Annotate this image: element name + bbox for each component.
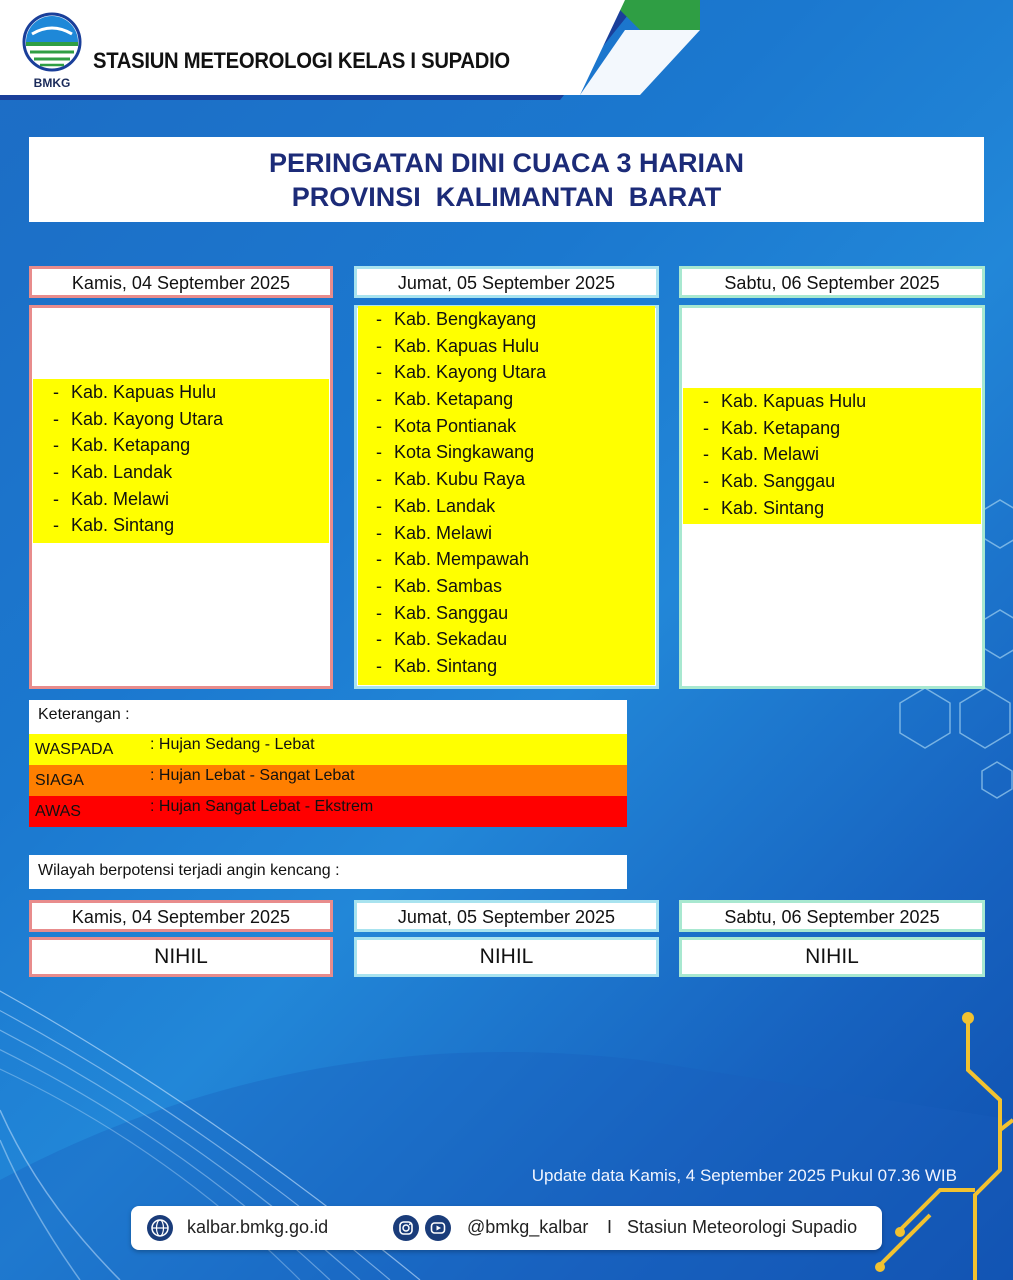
page-title	[29, 137, 984, 222]
title-line-2: PROVINSI KALIMANTAN BARAT	[291, 182, 722, 212]
list-item: - Kab. Landak	[53, 462, 173, 483]
footer-separator: I	[607, 1217, 613, 1237]
list-item: - Kab. Melawi	[703, 444, 820, 465]
list-item: - Kota Pontianak	[376, 415, 517, 436]
bmkg-logo	[20, 12, 84, 90]
list-item: - Kab. Sekadau	[376, 629, 508, 650]
waspada-list-day-1	[33, 379, 329, 543]
footer-bar	[131, 1206, 882, 1250]
day-header-1: Kamis, 04 September 2025	[29, 266, 333, 298]
website-link[interactable]: kalbar.bmkg.go.id	[187, 1217, 329, 1237]
list-item: - Kab. Kayong Utara	[53, 408, 224, 429]
legend-row-awas	[29, 796, 627, 827]
list-item: - Kab. Sintang	[53, 515, 175, 536]
list-item: - Kab. Kapuas Hulu	[376, 335, 540, 356]
legend-desc: : Hujan Sangat Lebat - Ekstrem	[150, 798, 374, 815]
wind-day-header-3: Sabtu, 06 September 2025	[679, 900, 985, 932]
legend-title: Keterangan :	[29, 700, 627, 734]
wind-day-header-2: Jumat, 05 September 2025	[354, 900, 659, 932]
legend-desc: : Hujan Lebat - Sangat Lebat	[150, 767, 355, 784]
legend-desc: : Hujan Sedang - Lebat	[150, 736, 315, 753]
list-item: - Kab. Sambas	[376, 575, 503, 596]
list-item: - Kab. Melawi	[53, 488, 170, 509]
wind-value-3: NIHIL	[679, 937, 985, 977]
legend	[29, 700, 627, 827]
wind-day-header-1: Kamis, 04 September 2025	[29, 900, 333, 932]
list-item: - Kab. Kapuas Hulu	[703, 391, 867, 411]
legend-row-siaga	[29, 765, 627, 796]
list-item: - Kab. Mempawah	[376, 549, 530, 570]
update-timestamp: Update data Kamis, 4 September 2025 Pukul 07.36 WIB	[531, 1166, 957, 1185]
legend-level: AWAS	[35, 803, 81, 820]
wind-value-2: NIHIL	[354, 937, 659, 977]
list-item: - Kab. Sanggau	[376, 602, 509, 623]
day-header-3: Sabtu, 06 September 2025	[679, 266, 985, 298]
title-line-1: PERINGATAN DINI CUACA 3 HARIAN	[268, 148, 744, 178]
wind-value-1: NIHIL	[29, 937, 333, 977]
list-item: - Kab. Sintang	[376, 655, 498, 676]
list-item: - Kota Singkawang	[376, 442, 535, 463]
legend-row-waspada	[29, 734, 627, 765]
waspada-list-day-3	[683, 388, 981, 524]
list-item: - Kab. Ketapang	[53, 435, 191, 456]
list-item: - Kab. Sanggau	[703, 471, 836, 492]
footer-station: Stasiun Meteorologi Supadio	[627, 1217, 858, 1237]
list-item: - Kab. Kubu Raya	[376, 469, 526, 490]
list-item: - Kab. Sintang	[703, 497, 825, 518]
station-title: STASIUN METEOROLOGI KELAS I SUPADIO	[93, 48, 510, 73]
day-header-2: Jumat, 05 September 2025	[354, 266, 659, 298]
list-item: - Kab. Kayong Utara	[376, 362, 547, 383]
globe-icon	[147, 1215, 173, 1241]
logo-lettering: BMKG	[33, 76, 71, 90]
youtube-icon[interactable]	[425, 1215, 451, 1241]
waspada-list-day-2	[358, 306, 655, 685]
social-handle[interactable]: @bmkg_kalbar	[467, 1217, 589, 1237]
list-item: - Kab. Ketapang	[376, 389, 514, 410]
legend-level: WASPADA	[35, 741, 114, 758]
list-item: - Kab. Kapuas Hulu	[53, 382, 217, 402]
legend-level: SIAGA	[35, 772, 84, 789]
list-item: - Kab. Bengkayang	[376, 309, 537, 329]
list-item: - Kab. Ketapang	[703, 417, 841, 438]
instagram-icon[interactable]	[393, 1215, 419, 1241]
wind-label: Wilayah berpotensi terjadi angin kencang :	[29, 855, 627, 889]
list-item: - Kab. Landak	[376, 495, 496, 516]
list-item: - Kab. Melawi	[376, 522, 493, 543]
